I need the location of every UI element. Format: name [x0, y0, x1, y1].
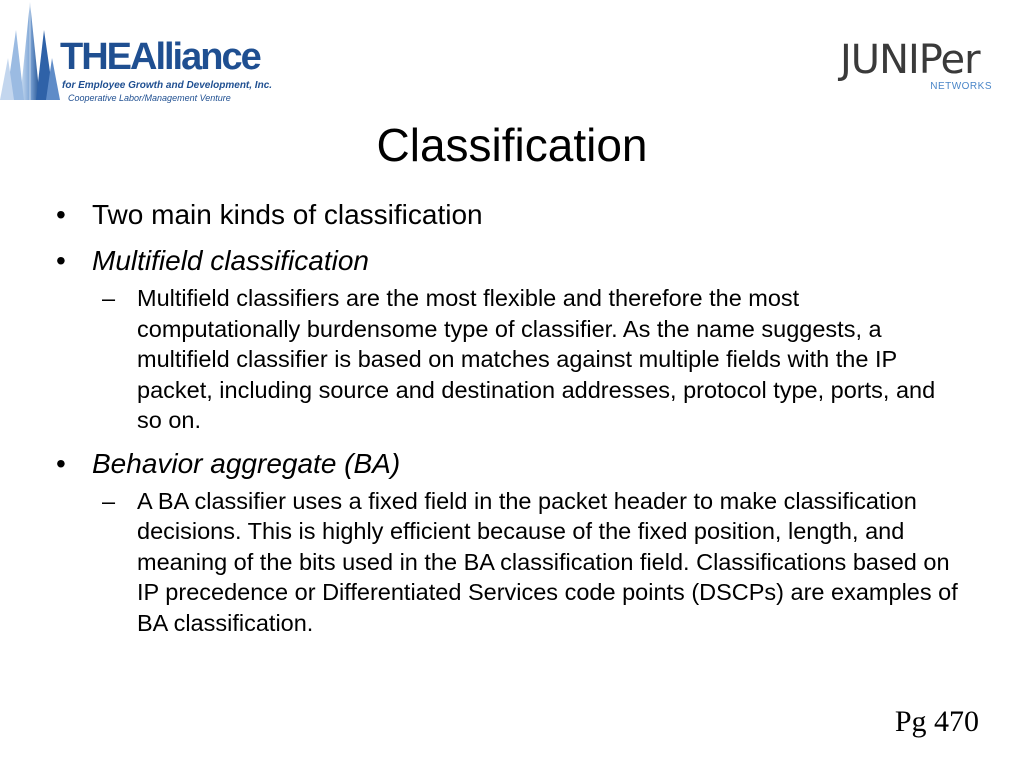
sub-bullet-item: [56, 486, 966, 639]
slide-title: Classification: [376, 119, 648, 171]
bullet-item: [56, 197, 966, 233]
bullet-marker: •: [56, 245, 66, 276]
juniper-logo: [840, 37, 1010, 100]
bullet-marker: •: [56, 447, 66, 479]
alliance-subtagline: Cooperative Labor/Management Venture: [68, 93, 231, 103]
bullet-item: [56, 243, 966, 279]
juniper-networks-label: NETWORKS: [930, 81, 992, 92]
alliance-wordmark: THEAlliance: [60, 36, 260, 78]
sub-bullet-marker: –: [102, 285, 116, 311]
alliance-tagline: for Employee Growth and Development, Inc.: [62, 80, 273, 91]
alliance-logo: [0, 0, 273, 110]
alliance-tower-icon: [0, 0, 60, 105]
bullet-text: Two main kinds of classification: [92, 199, 483, 230]
sub-bullet-item: [56, 283, 966, 436]
page-reference: Pg 470: [894, 705, 979, 738]
bullet-marker: •: [56, 199, 66, 230]
sub-bullet-text: Multifield classifiers are the most flexible and therefore the most computationally burdensome type of classifier. As the name suggests, a multifield classifier is based on matches against multiple fields with the IP packet, including source and destination addresses, protocol type, ports, and so on.: [137, 285, 936, 433]
slide-body: [56, 197, 966, 648]
bullet-item: [56, 446, 966, 482]
sub-bullet-marker: –: [102, 487, 116, 514]
bullet-text: Multifield classification: [92, 245, 369, 276]
bullet-text: Behavior aggregate (BA): [92, 447, 401, 479]
sub-bullet-text: A BA classifier uses a fixed field in the packet header to make classification decisions. This is highly efficient because of the fixed position, length, and meaning of the bits used in the BA classification field. Classifications based on IP precedence or Differentiated Services code points (DSCPs) are examples of BA classification.: [137, 487, 958, 636]
juniper-wordmark: JUNIPer: [840, 37, 980, 83]
